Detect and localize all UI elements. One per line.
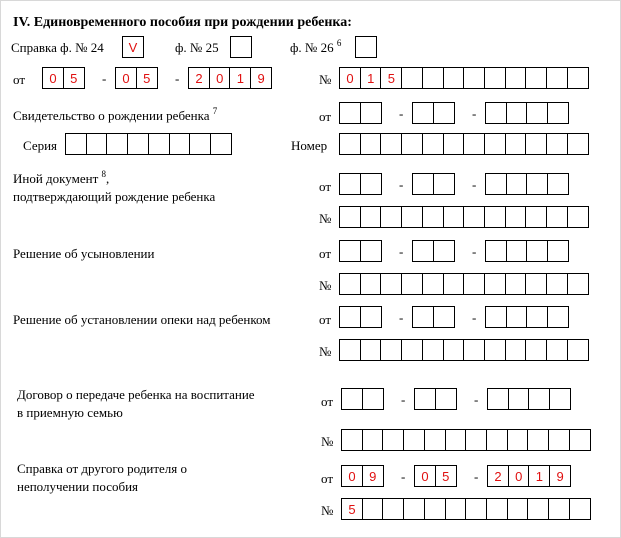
digit-cell[interactable] bbox=[506, 173, 528, 195]
spravka-date-year[interactable] bbox=[188, 67, 271, 89]
digit-cell[interactable] bbox=[445, 498, 467, 520]
digit-cell[interactable]: 0 bbox=[209, 67, 231, 89]
label-from: от bbox=[319, 312, 332, 327]
digit-cell[interactable] bbox=[412, 240, 434, 262]
digit-cell[interactable] bbox=[380, 273, 402, 295]
digit-cell[interactable] bbox=[487, 388, 509, 410]
digit-cell[interactable] bbox=[463, 339, 485, 361]
digit-cell[interactable] bbox=[443, 133, 465, 155]
footnote-8: 8 bbox=[101, 168, 107, 179]
dash: - bbox=[472, 106, 477, 121]
digit-cell[interactable] bbox=[403, 498, 425, 520]
label-from: от bbox=[319, 109, 332, 124]
digit-cell[interactable] bbox=[422, 133, 444, 155]
digit-cell[interactable] bbox=[148, 133, 170, 155]
digit-cell[interactable] bbox=[525, 133, 547, 155]
digit-cell[interactable] bbox=[484, 67, 506, 89]
label-other-document: Иной документ $^8$, bbox=[13, 168, 110, 186]
foster-date-part[interactable] bbox=[414, 388, 455, 410]
digit-cell[interactable] bbox=[526, 102, 548, 124]
digit-cell[interactable] bbox=[507, 429, 529, 451]
digit-cell[interactable] bbox=[422, 339, 444, 361]
digit-cell[interactable] bbox=[486, 498, 508, 520]
digit-cell[interactable] bbox=[401, 339, 423, 361]
digit-cell[interactable]: 9 bbox=[362, 465, 384, 487]
adoption-date-part[interactable] bbox=[412, 240, 453, 262]
digit-cell[interactable] bbox=[106, 133, 128, 155]
guardianship-date[interactable] bbox=[339, 306, 380, 328]
digit-cell[interactable]: 9 bbox=[549, 465, 571, 487]
label-number: № bbox=[321, 434, 334, 449]
digit-cell[interactable] bbox=[339, 133, 361, 155]
digit-cell[interactable] bbox=[525, 339, 547, 361]
digit-cell[interactable] bbox=[435, 388, 457, 410]
digit-cell[interactable] bbox=[547, 240, 569, 262]
dash: - bbox=[472, 310, 477, 325]
digit-cell[interactable] bbox=[485, 240, 507, 262]
digit-cell[interactable] bbox=[484, 206, 506, 228]
digit-cell[interactable] bbox=[401, 67, 423, 89]
digit-cell[interactable]: 5 bbox=[136, 67, 158, 89]
digit-cell[interactable] bbox=[528, 388, 550, 410]
digit-cell[interactable] bbox=[422, 206, 444, 228]
digit-cell[interactable]: 5 bbox=[380, 67, 402, 89]
digit-cell[interactable] bbox=[486, 429, 508, 451]
digit-cell[interactable] bbox=[547, 306, 569, 328]
dash: - bbox=[102, 71, 107, 86]
digit-cell[interactable] bbox=[189, 133, 211, 155]
digit-cell[interactable]: 1 bbox=[360, 67, 382, 89]
digit-cell[interactable] bbox=[567, 339, 589, 361]
digit-cell[interactable] bbox=[508, 388, 530, 410]
digit-cell[interactable]: 9 bbox=[250, 67, 272, 89]
label-other-parent: Справка от другого родителя о bbox=[17, 461, 188, 476]
label-series: Серия bbox=[23, 138, 58, 153]
other-parent-date-year[interactable] bbox=[487, 465, 570, 487]
digit-cell[interactable]: 2 bbox=[487, 465, 509, 487]
digit-cell[interactable] bbox=[526, 306, 548, 328]
digit-cell[interactable] bbox=[380, 206, 402, 228]
other-document-date[interactable] bbox=[339, 173, 380, 195]
digit-cell[interactable] bbox=[506, 306, 528, 328]
digit-cell[interactable] bbox=[445, 429, 467, 451]
digit-cell[interactable] bbox=[505, 133, 527, 155]
dash: - bbox=[399, 310, 404, 325]
digit-cell[interactable] bbox=[443, 67, 465, 89]
dash: - bbox=[175, 71, 180, 86]
digit-cell[interactable] bbox=[465, 429, 487, 451]
dash: - bbox=[474, 469, 479, 484]
digit-cell[interactable] bbox=[339, 173, 361, 195]
digit-cell[interactable]: 0 bbox=[508, 465, 530, 487]
digit-cell[interactable] bbox=[547, 173, 569, 195]
digit-cell[interactable] bbox=[546, 133, 568, 155]
birth-certificate-series[interactable] bbox=[65, 133, 231, 155]
digit-cell[interactable] bbox=[339, 273, 361, 295]
digit-cell[interactable] bbox=[527, 429, 549, 451]
digit-cell[interactable] bbox=[169, 133, 191, 155]
digit-cell[interactable] bbox=[433, 102, 455, 124]
digit-cell[interactable] bbox=[362, 498, 384, 520]
digit-cell[interactable]: 2 bbox=[188, 67, 210, 89]
footnote-6: 6 bbox=[336, 37, 342, 48]
digit-cell[interactable] bbox=[341, 429, 363, 451]
digit-cell[interactable] bbox=[527, 498, 549, 520]
digit-cell[interactable]: 1 bbox=[229, 67, 251, 89]
digit-cell[interactable]: 0 bbox=[42, 67, 64, 89]
digit-cell[interactable] bbox=[525, 67, 547, 89]
adoption-date-part[interactable] bbox=[485, 240, 568, 262]
digit-cell[interactable]: 1 bbox=[528, 465, 550, 487]
digit-cell[interactable] bbox=[506, 102, 528, 124]
digit-cell[interactable] bbox=[567, 273, 589, 295]
label-adoption: Решение об усыновлении bbox=[13, 246, 155, 261]
label-birth-certificate: Свидетельство о рождении ребенка $^7$ bbox=[13, 105, 218, 123]
digit-cell[interactable] bbox=[210, 133, 232, 155]
digit-cell[interactable] bbox=[546, 67, 568, 89]
digit-cell[interactable] bbox=[463, 67, 485, 89]
digit-cell[interactable] bbox=[360, 306, 382, 328]
dash: - bbox=[399, 106, 404, 121]
dash: - bbox=[472, 244, 477, 259]
digit-cell[interactable] bbox=[360, 133, 382, 155]
spravka-date-month[interactable] bbox=[115, 67, 156, 89]
guardianship-date-part[interactable] bbox=[485, 306, 568, 328]
label-other-document-2: подтверждающий рождение ребенка bbox=[13, 189, 216, 204]
digit-cell[interactable] bbox=[463, 206, 485, 228]
digit-cell[interactable] bbox=[401, 273, 423, 295]
dash: - bbox=[401, 469, 406, 484]
label-foster-2: в приемную семью bbox=[17, 405, 123, 420]
digit-cell[interactable] bbox=[380, 133, 402, 155]
digit-cell[interactable]: 0 bbox=[115, 67, 137, 89]
checkbox-f25-cell[interactable] bbox=[230, 36, 252, 58]
digit-cell[interactable] bbox=[362, 429, 384, 451]
dash: - bbox=[399, 177, 404, 192]
checkbox-f26-cell[interactable] bbox=[355, 36, 377, 58]
dash: - bbox=[472, 177, 477, 192]
footnote-7: 7 bbox=[212, 105, 218, 116]
label-nomer: Номер bbox=[291, 138, 328, 153]
other-document-number[interactable] bbox=[339, 206, 587, 228]
digit-cell[interactable] bbox=[485, 173, 507, 195]
digit-cell[interactable] bbox=[412, 173, 434, 195]
digit-cell[interactable] bbox=[463, 133, 485, 155]
label-number: № bbox=[319, 211, 332, 226]
digit-cell[interactable] bbox=[360, 273, 382, 295]
digit-cell[interactable] bbox=[443, 206, 465, 228]
label-from: от bbox=[319, 246, 332, 261]
digit-cell[interactable] bbox=[569, 429, 591, 451]
digit-cell[interactable] bbox=[569, 498, 591, 520]
digit-cell[interactable] bbox=[382, 498, 404, 520]
digit-cell[interactable]: 5 bbox=[63, 67, 85, 89]
label-number: № bbox=[319, 344, 332, 359]
digit-cell[interactable] bbox=[424, 498, 446, 520]
other-parent-number[interactable] bbox=[341, 498, 589, 520]
other-parent-date-month[interactable] bbox=[414, 465, 455, 487]
spravka-date-day[interactable] bbox=[42, 67, 83, 89]
digit-cell[interactable] bbox=[546, 206, 568, 228]
digit-cell[interactable] bbox=[412, 306, 434, 328]
digit-cell[interactable] bbox=[339, 306, 361, 328]
digit-cell[interactable] bbox=[414, 388, 436, 410]
digit-cell[interactable] bbox=[505, 273, 527, 295]
digit-cell[interactable] bbox=[422, 273, 444, 295]
birth-certificate-date-part[interactable] bbox=[485, 102, 568, 124]
dash: - bbox=[474, 392, 479, 407]
label-number: № bbox=[321, 503, 334, 518]
label-guardianship: Решение об установлении опеки над ребенком bbox=[13, 312, 271, 327]
digit-cell[interactable] bbox=[339, 339, 361, 361]
digit-cell[interactable] bbox=[549, 388, 571, 410]
digit-cell[interactable] bbox=[505, 339, 527, 361]
digit-cell[interactable] bbox=[360, 240, 382, 262]
guardianship-date-part[interactable] bbox=[412, 306, 453, 328]
digit-cell[interactable] bbox=[567, 206, 589, 228]
digit-cell[interactable]: 0 bbox=[414, 465, 436, 487]
digit-cell[interactable] bbox=[567, 133, 589, 155]
label-number: № bbox=[319, 278, 332, 293]
digit-cell[interactable] bbox=[412, 102, 434, 124]
digit-cell[interactable] bbox=[424, 429, 446, 451]
dash: - bbox=[399, 244, 404, 259]
digit-cell[interactable] bbox=[443, 339, 465, 361]
label-f24: Справка ф. № 24 bbox=[11, 40, 104, 55]
digit-cell[interactable] bbox=[484, 339, 506, 361]
digit-cell[interactable] bbox=[360, 206, 382, 228]
digit-cell[interactable] bbox=[507, 498, 529, 520]
label-from: от bbox=[321, 471, 334, 486]
other-document-date-part[interactable] bbox=[485, 173, 568, 195]
digit-cell[interactable] bbox=[484, 273, 506, 295]
birth-certificate-number[interactable] bbox=[339, 133, 587, 155]
other-document-date-part[interactable] bbox=[412, 173, 453, 195]
digit-cell[interactable] bbox=[127, 133, 149, 155]
digit-cell[interactable] bbox=[339, 102, 361, 124]
digit-cell[interactable]: 0 bbox=[339, 67, 361, 89]
label-foster: Договор о передаче ребенка на воспитание bbox=[17, 387, 255, 402]
digit-cell[interactable] bbox=[443, 273, 465, 295]
digit-cell[interactable] bbox=[86, 133, 108, 155]
digit-cell[interactable] bbox=[65, 133, 87, 155]
digit-cell[interactable] bbox=[433, 240, 455, 262]
digit-cell[interactable] bbox=[484, 133, 506, 155]
label-number: № bbox=[319, 72, 332, 87]
digit-cell[interactable] bbox=[548, 429, 570, 451]
digit-cell[interactable] bbox=[422, 67, 444, 89]
digit-cell[interactable] bbox=[380, 339, 402, 361]
checkbox-f24[interactable] bbox=[122, 36, 143, 58]
section-title: IV. Единовременного пособия при рождении ребенка: bbox=[13, 15, 352, 30]
digit-cell[interactable] bbox=[403, 429, 425, 451]
digit-cell[interactable]: 5 bbox=[435, 465, 457, 487]
digit-cell[interactable] bbox=[433, 173, 455, 195]
digit-cell[interactable] bbox=[382, 429, 404, 451]
digit-cell[interactable] bbox=[548, 498, 570, 520]
digit-cell[interactable] bbox=[506, 240, 528, 262]
digit-cell[interactable] bbox=[485, 306, 507, 328]
digit-cell[interactable] bbox=[485, 102, 507, 124]
digit-cell[interactable] bbox=[360, 339, 382, 361]
digit-cell[interactable] bbox=[526, 173, 548, 195]
checkbox-f26[interactable] bbox=[355, 36, 376, 58]
birth-certificate-date-part[interactable] bbox=[412, 102, 453, 124]
digit-cell[interactable] bbox=[525, 273, 547, 295]
digit-cell[interactable]: 0 bbox=[341, 465, 363, 487]
digit-cell[interactable] bbox=[433, 306, 455, 328]
label-f25: ф. № 25 bbox=[175, 40, 219, 55]
digit-cell[interactable] bbox=[505, 67, 527, 89]
dash: - bbox=[401, 392, 406, 407]
digit-cell[interactable] bbox=[546, 339, 568, 361]
digit-cell[interactable] bbox=[567, 67, 589, 89]
digit-cell[interactable] bbox=[360, 173, 382, 195]
label-other-parent-2: неполучении пособия bbox=[17, 479, 139, 494]
digit-cell[interactable] bbox=[362, 388, 384, 410]
foster-date-part[interactable] bbox=[487, 388, 570, 410]
digit-cell[interactable] bbox=[339, 240, 361, 262]
other-parent-date-day[interactable] bbox=[341, 465, 382, 487]
foster-date[interactable] bbox=[341, 388, 382, 410]
label-f26: ф. № 26 $^6$ bbox=[290, 37, 342, 55]
checkbox-f24-cell[interactable]: V bbox=[122, 36, 144, 58]
label-from: от bbox=[319, 179, 332, 194]
digit-cell[interactable] bbox=[401, 206, 423, 228]
digit-cell[interactable] bbox=[341, 388, 363, 410]
digit-cell[interactable] bbox=[505, 206, 527, 228]
birth-certificate-date[interactable] bbox=[339, 102, 380, 124]
digit-cell[interactable] bbox=[547, 102, 569, 124]
digit-cell[interactable] bbox=[463, 273, 485, 295]
digit-cell[interactable] bbox=[525, 206, 547, 228]
label-from: от bbox=[321, 394, 334, 409]
digit-cell[interactable] bbox=[546, 273, 568, 295]
guardianship-number[interactable] bbox=[339, 339, 587, 361]
digit-cell[interactable] bbox=[360, 102, 382, 124]
digit-cell[interactable] bbox=[339, 206, 361, 228]
adoption-date[interactable] bbox=[339, 240, 380, 262]
adoption-number[interactable] bbox=[339, 273, 587, 295]
label-from: от bbox=[13, 72, 26, 87]
digit-cell[interactable] bbox=[526, 240, 548, 262]
digit-cell[interactable] bbox=[465, 498, 487, 520]
digit-cell[interactable] bbox=[401, 133, 423, 155]
checkbox-f25[interactable] bbox=[230, 36, 251, 58]
spravka-number[interactable] bbox=[339, 67, 587, 89]
foster-number[interactable] bbox=[341, 429, 589, 451]
digit-cell[interactable]: 5 bbox=[341, 498, 363, 520]
